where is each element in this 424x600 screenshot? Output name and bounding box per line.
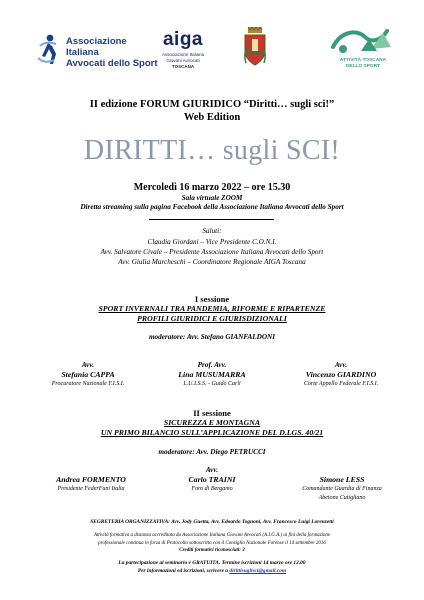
- right-logo-line1: ATTIVITÀ TOSCANA: [339, 58, 387, 63]
- speaker-role: L.U.I.S.S. - Guido Carli: [183, 381, 241, 387]
- speaker-prefix: [36, 466, 146, 475]
- speaker-card: [36, 466, 146, 494]
- speaker-name: Vincenzo GIARDINO: [305, 370, 377, 379]
- right-logo-line2: DELLO SPORT: [345, 64, 381, 69]
- secretariat: SEGRETERIA ORGANIZZATIVA: Avv. Jody Guetta, Avv. Edoardo Tognoni, Avv. Francesco Luigi Lorenzetti: [90, 519, 334, 525]
- speaker-prefix: Prof. Avv.: [197, 361, 227, 369]
- info-line: [0, 568, 424, 574]
- aias-line3: Avvocati dello Sport: [66, 58, 158, 69]
- attivita-toscana-logo: [331, 27, 395, 71]
- municipal-crest-icon: [243, 27, 267, 69]
- accreditation-line2: professionale continua in forza di Protocollo sottoscritto con il Consiglio Nazionale Forense il 14 settembre 2016: [98, 541, 326, 546]
- session2-label: II sessione: [193, 408, 231, 418]
- session1-title1: SPORT INVERNALI TRA PANDEMIA, RIFORME E RIPARTENZE: [98, 304, 326, 313]
- speaker-prefix: [282, 466, 402, 475]
- session2-title2: UN PRIMO BILANCIO SULL’APPLICAZIONE DEL D.LGS. 40/21: [100, 428, 324, 437]
- speaker-role: Presidente FederFuni Italia: [57, 486, 125, 492]
- speaker-name: Andrea FORMENTO: [56, 475, 126, 484]
- speaker-role-2: Abetone Cutigliano: [318, 495, 366, 501]
- attivita-toscana-icon: [331, 27, 395, 57]
- aiga-wordmark: aiga: [162, 29, 204, 50]
- free-participation: La partecipazione al seminario è GRATUITA. Termine iscrizioni 14 marzo ore 12.00: [118, 560, 306, 566]
- aias-logo: [36, 30, 158, 74]
- greeting-line: Avv. Salvatore Civale – Presidente Associazione Italiana Avvocati dello Sport: [100, 248, 324, 256]
- aiga-line3: TOSCANA: [171, 64, 195, 69]
- big-title: DIRITTI… sugli SCI!: [83, 135, 341, 166]
- aiga-logo: [150, 30, 216, 74]
- aias-runner-icon: [36, 34, 62, 66]
- aiga-line1: Associazione Italiana: [161, 52, 205, 57]
- speaker-name: Simone LESS: [319, 475, 365, 484]
- speaker-prefix: Avv.: [334, 361, 348, 369]
- session1-title2: PROFILI GIURIDICI E GIURISDIZIONALI: [137, 314, 287, 323]
- greeting-line: Avv. Giulia Marcheschi – Coordinatore Regionale AIGA Toscana: [118, 258, 306, 266]
- speaker-role: Procuratore Nazionale F.I.S.I.: [51, 381, 125, 387]
- event-room: Sala virtuale ZOOM: [181, 194, 243, 202]
- event-streaming: Diretta streaming sulla pagina Facebook della Associazione Italiana Avvocati dello Sport: [80, 203, 344, 211]
- speaker-card: [157, 466, 267, 494]
- speaker-card: [38, 361, 138, 389]
- credits: Crediti formativi riconosciuti: 3: [179, 548, 245, 553]
- accreditation-line1: Attività formativa a distanza accreditata da Associazione Italiana Giovani Avvocati (A.I.G.A.) ai fini della formazione: [93, 533, 331, 538]
- speaker-card: [152, 361, 272, 389]
- session2-moderator: moderatore: Avv. Diego PETRUCCI: [158, 448, 266, 456]
- edition-title: II edizione FORUM GIURIDICO “Diritti… sugli sci!”: [89, 99, 335, 110]
- aias-line2: Italiana: [66, 47, 99, 58]
- speaker-card: [286, 361, 396, 389]
- speaker-name: Carlo TRAINI: [188, 475, 236, 484]
- divider: [149, 219, 274, 220]
- session1-moderator: moderatore: Avv. Stefano GIANFALDONI: [148, 333, 276, 341]
- speaker-role: Corte Appello Federale F.I.S.I.: [303, 381, 379, 387]
- aiga-line2: Giovani Avvocati: [166, 58, 200, 63]
- aias-line1: Associazione: [66, 36, 127, 47]
- speaker-name: Lina MUSUMARRA: [178, 370, 246, 379]
- session1-label: I sessione: [194, 294, 230, 304]
- speaker-card: [282, 466, 402, 503]
- greetings-heading: Saluti:: [202, 227, 222, 235]
- greeting-line: Claudia Giordani – Vice Presidente C.O.N.I.: [147, 238, 277, 246]
- session2-title1: SICUREZZA E MONTAGNA: [163, 418, 261, 427]
- speaker-prefix: Avv.: [205, 466, 219, 474]
- web-edition: Web Edition: [183, 112, 241, 123]
- contact-email-link[interactable]: dirittisuglisci@gmail.com: [229, 568, 287, 574]
- event-date: Mercoledì 16 marzo 2022 – ore 15.30: [133, 182, 291, 193]
- info-prefix: Per informazioni ed iscrizioni, scrivere a: [137, 568, 229, 574]
- speaker-name: Stefania CAPPA: [61, 370, 115, 379]
- speaker-role: Foro di Bergamo: [191, 486, 233, 492]
- speaker-role: Comandante Guardia di Finanza: [302, 486, 382, 492]
- speaker-prefix: Avv.: [81, 361, 95, 369]
